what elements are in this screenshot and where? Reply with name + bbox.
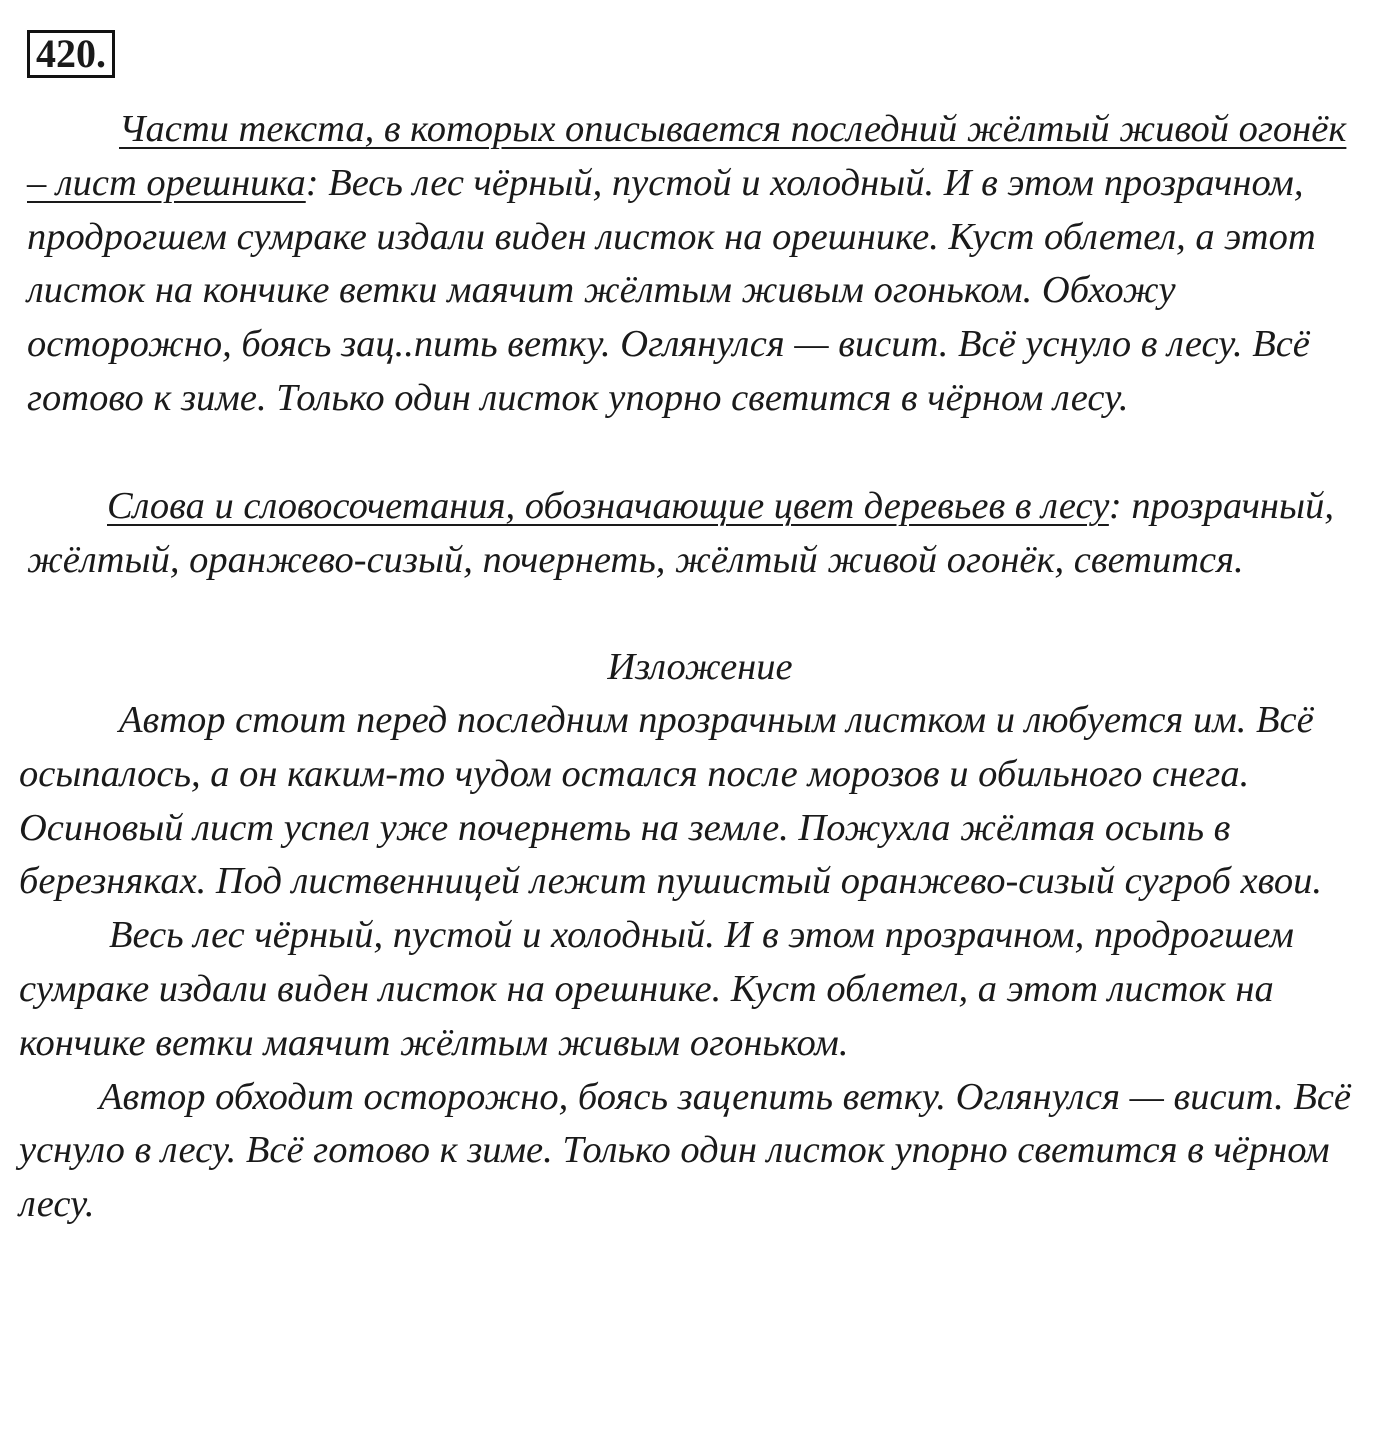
- section-1-text: Весь лес чёрный, пустой и холодный. И в этом прозрачном, продрогшем сумраке издали виден листок на орешнике. Куст облетел, а этот листок на кончике ветки маячит жёлтым живым огоньком. Обхожу осторожно, боясь зац..пить ветку. Оглянулся — висит. Всё уснуло в лесу. Всё готово к зиме. Только один листок упорно светится в чёрном лесу.: [27, 161, 1316, 419]
- section-heading: Изложение: [607, 646, 793, 688]
- section-2-lead: Слова и словосочетания, обозначающие цвет деревьев в лесу: [107, 485, 1109, 527]
- summary-paragraph-2: Весь лес чёрный, пустой и холодный. И в этом прозрачном, продрогшем сумраке издали виден листок на орешнике. Куст облетел, а этот листок на кончике ветки маячит жёлтым живым огоньком.: [19, 914, 1294, 1064]
- section-1-lead: Части текста, в которых описывается последний жёлтый живой огонёк – лист орешника: [27, 108, 1347, 204]
- summary-text: [19, 694, 1379, 1232]
- section-2-colon: :: [1108, 485, 1122, 527]
- section-2: [27, 480, 1367, 588]
- section-1: [27, 103, 1367, 426]
- section-2-paragraph: [27, 480, 1367, 588]
- exercise-number: 420.: [27, 30, 115, 78]
- summary-paragraph-1: Автор стоит перед последним прозрачным листком и любуется им. Всё осыпалось, а он каким-то чудом остался после морозов и обильного снега. Осиновый лист успел уже почернеть на земле. Пожухла жёлтая осыпь в березняках. Под лиственницей лежит пушистый оранжево-сизый сугроб хвои.: [19, 699, 1322, 903]
- summary-paragraph-3: Автор обходит осторожно, боясь зацепить ветку. Оглянулся — висит. Всё уснуло в лесу. Всё готово к зиме. Только один листок упорно светится в чёрном лесу.: [19, 1075, 1352, 1226]
- section-1-paragraph: [27, 103, 1367, 426]
- section-2-text: прозрачный, жёлтый, оранжево-сизый, почернеть, жёлтый живой огонёк, светится.: [27, 485, 1334, 581]
- section-1-colon: :: [305, 161, 319, 204]
